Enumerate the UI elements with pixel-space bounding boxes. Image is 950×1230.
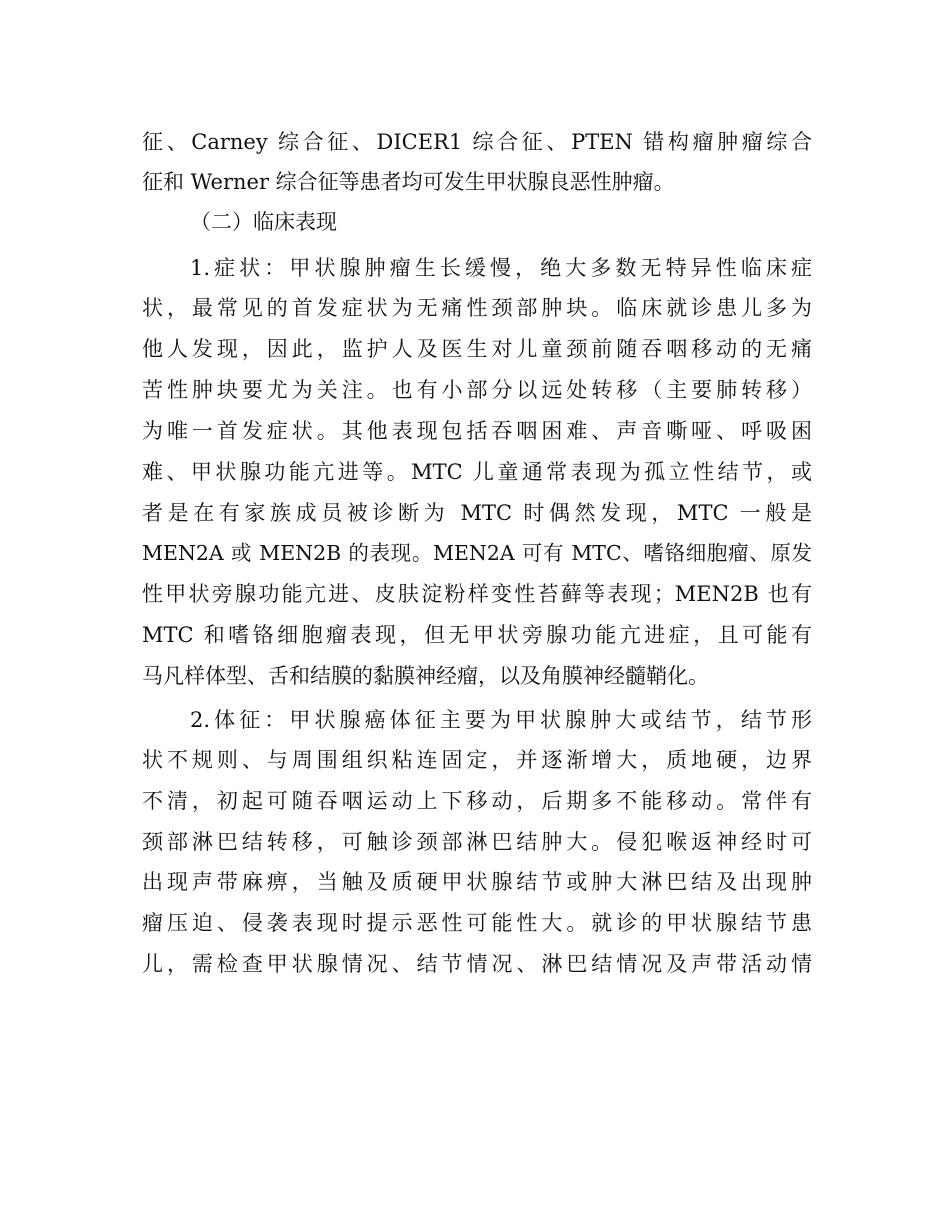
paragraph-line: MTC 和嗜铬细胞瘤表现，但无甲状旁腺功能亢进症，且可能有 [142,623,812,647]
paragraph-line: 状不规则、与周围组织粘连固定，并逐渐增大，质地硬，边界 [142,748,812,772]
paragraph-line: 马凡样体型、舌和结膜的黏膜神经瘤，以及角膜神经髓鞘化。 [142,664,709,688]
paragraph-line: 出现声带麻痹，当触及质硬甲状腺结节或肿大淋巴结及出现肿 [142,870,812,894]
paragraph-line: 儿，需检查甲状腺情况、结节情况、淋巴结情况及声带活动情 [142,952,812,976]
paragraph-line: 状，最常见的首发症状为无痛性颈部肿块。临床就诊患儿多为 [142,296,812,320]
paragraph-line: 1.症状：甲状腺肿瘤生长缓慢，绝大多数无特异性临床症 [190,256,812,280]
paragraph-line: 苦性肿块要尤为关注。也有小部分以远处转移（主要肺转移） [142,378,812,402]
paragraph-line: 为唯一首发症状。其他表现包括吞咽困难、声音嘶哑、呼吸困 [142,419,812,443]
paragraph-line: MEN2A 或 MEN2B 的表现。MEN2A 可有 MTC、嗜铬细胞瘤、原发 [142,541,812,565]
paragraph-line: 者是在有家族成员被诊断为 MTC 时偶然发现，MTC 一般是 [142,501,812,525]
paragraph-line: 瘤压迫、侵袭表现时提示恶性可能性大。就诊的甲状腺结节患 [142,911,812,935]
paragraph-line: 颈部淋巴结转移，可触诊颈部淋巴结肿大。侵犯喉返神经时可 [142,830,812,854]
paragraph-line: 征、Carney 综合征、DICER1 综合征、PTEN 错构瘤肿瘤综合 [142,130,812,154]
paragraph-line: 他人发现，因此，监护人及医生对儿童颈前随吞咽移动的无痛 [142,337,812,361]
paragraph-line: 难、甲状腺功能亢进等。MTC 儿童通常表现为孤立性结节，或 [142,460,812,484]
paragraph-line: 征和 Werner 综合征等患者均可发生甲状腺良恶性肿瘤。 [142,170,675,194]
paragraph-line: 性甲状旁腺功能亢进、皮肤淀粉样变性苔藓等表现；MEN2B 也有 [142,582,812,606]
paragraph-line: 2.体征：甲状腺癌体征主要为甲状腺肿大或结节，结节形 [190,708,812,732]
section-heading: （二）临床表现 [190,210,337,234]
paragraph-line: 不清，初起可随吞咽运动上下移动，后期多不能移动。常伴有 [142,789,812,813]
